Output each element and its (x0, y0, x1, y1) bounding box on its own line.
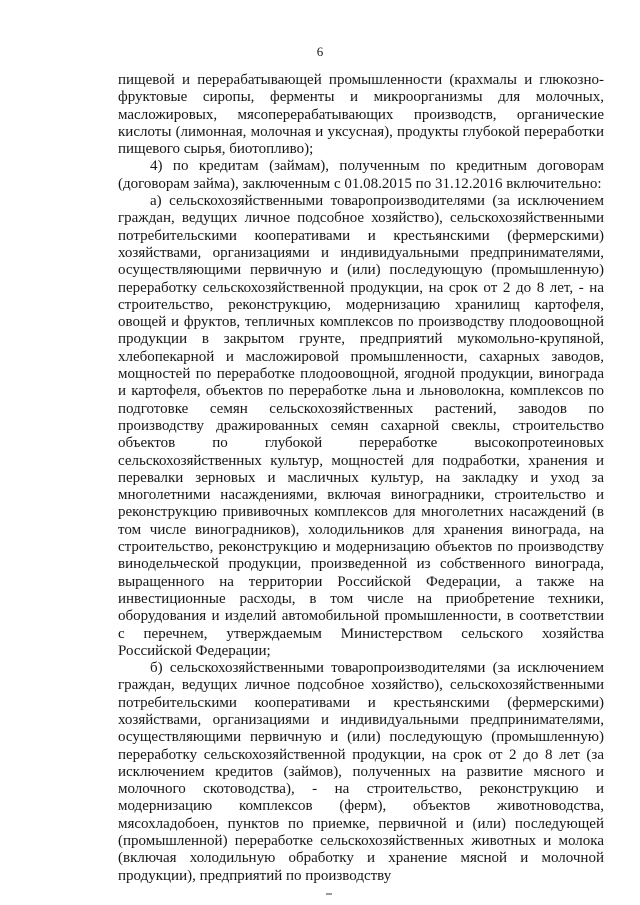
paragraph-subitem-a: а) сельскохозяйственными товаропроизводителями (за исключением граждан, ведущих личное подсобное хозяйство), сельскохозяйственными потребительскими кооперативами и крестьянскими (фермерскими) хозяйствами, организациями и индивидуальными предпринимателями, осуществляющими первичную и (или) последующую (промышленную) переработку сельскохозяйственной продукции, на срок от 2 до 8 лет, - на строительство, реконструкцию, модернизацию хранилищ картофеля, овощей и фруктов, тепличных комплексов по производству плодоовощной продукции в закрытом грунте, предприятий мукомольно-крупяной, хлебопекарной и масложировой промышленности, сахарных заводов, мощностей по переработке плодоовощной, ягодной продукции, винограда и картофеля, объектов по переработке льна и льноволокна, комплексов по подготовке семян сельскохозяйственных растений, заводов по производству дражированных семян сахарной свеклы, строительство объектов по глубокой переработке высокопротеиновых сельскохозяйственных культур, мощностей для подработки, хранения и перевалки зерновых и масличных культур, на закладку и уход за многолетними насаждениями, включая виноградники, строительство и реконструкцию прививочных комплексов для многолетних насаждений (в том числе виноградников), холодильников для хранения винограда, на строительство, реконструкцию и модернизацию объектов по производству винодельческой продукции, произведенной из собственного винограда, выращенного на территории Российской Федерации, а также на инвестиционные расходы, в том числе на приобретение техники, оборудования и изделий автомобильной промышленности, в соответствии с перечнем, утверждаемым Министерством сельского хозяйства Российской Федерации; (118, 193, 604, 659)
document-body (118, 72, 604, 885)
paragraph-continuation: пищевой и перерабатывающей промышленности (крахмалы и глюкозно-фруктовые сиропы, ферменты и микроорганизмы для молочных, масложировых, мясоперерабатывающих производств, органические кислоты (лимонная, молочная и уксусная), продукты глубокой переработки пищевого сырья, биотопливо); (118, 72, 604, 158)
scan-artifact (326, 893, 332, 895)
page-number: 6 (316, 44, 324, 59)
paragraph-subitem-b: б) сельскохозяйственными товаропроизводителями (за исключением граждан, ведущих личное подсобное хозяйство), сельскохозяйственными потребительскими кооперативами и крестьянскими (фермерскими) хозяйствами, организациями и индивидуальными предпринимателями, осуществляющими первичную и (или) последующую (промышленную) переработку сельскохозяйственной продукции, на срок от 2 до 8 лет (за исключением кредитов (займов), полученных на развитие мясного и молочного скотоводства), - на строительство, реконструкцию и модернизацию комплексов (ферм), объектов животноводства, мясохладобоен, пунктов по приемке, первичной и (или) последующей (промышленной) переработке сельскохозяйственных животных и молока (включая холодильную обработку и хранение мясной и молочной продукции), предприятий по производству (118, 660, 604, 884)
paragraph-item-4: 4) по кредитам (займам), полученным по кредитным договорам (договорам займа), заключенным с 01.08.2015 по 31.12.2016 включительно: (118, 158, 604, 192)
